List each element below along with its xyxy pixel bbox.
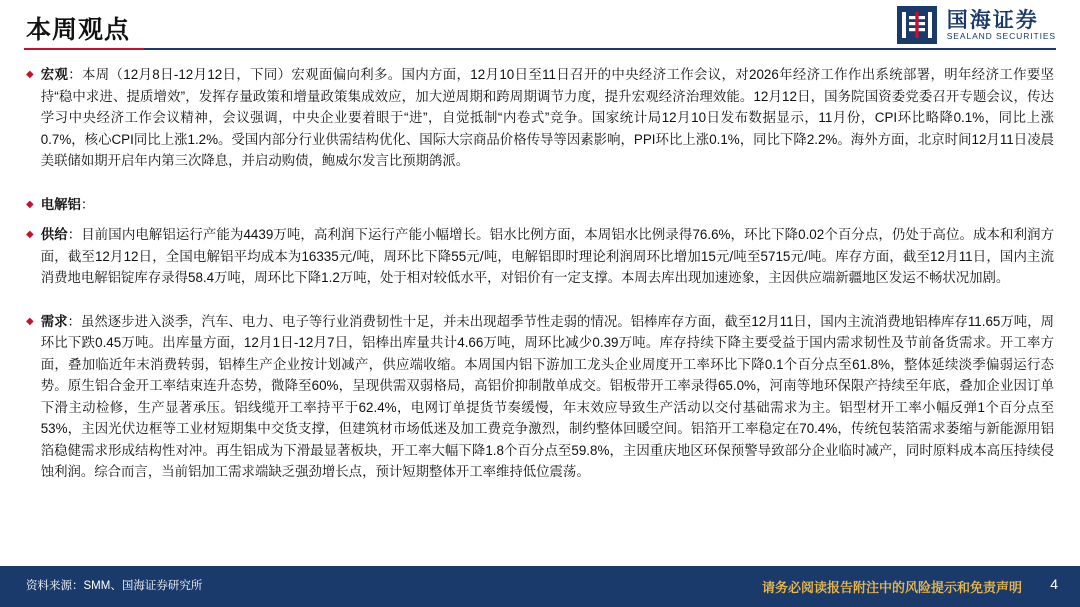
logo-company-name-cn: 国海证券 — [946, 8, 1039, 32]
spacer — [26, 181, 1054, 194]
slide-footer — [0, 566, 1080, 607]
paragraph-body: ：虽然逐步进入淡季，汽车、电力、电子等行业消费韧性十足，并未出现超季节性走弱的情况。铝棒库存方面，截至12月11日，国内主流消费地铝棒库存11.65万吨，周环比下跌0.45万吨。出库量方面，12月1日-12月7日，铝棒出库量共计4.66万吨，周环比减少0.39万吨。库存持续下降主要受益于国内需求韧性及节前备货需求。开工率方面，叠加临近年末消费转弱，铝棒生产企业按计划减产，供应端收缩。本周国内铝下游加工龙头企业周度开工率环比下降0.1个百分点至61.8%，整体延续淡季偏弱运行态势。原生铝合金开工率结束连升态势，微降至60%，呈现供需双弱格局，高铝价抑制散单成交。铝板带开工率录得65.0%，河南等地环保限产持续至年底，叠加企业因订单下滑主动检修，生产显著承压。铝线缆开工率持平于62.4%，电网订单提货节奏缓慢，年末效应导致生产活动以交付基础需求为主。铝型材开工率小幅反弹1个百分点至53%，主因光伏边框等工业材短期集中交货支撑，但建筑材市场低迷及加工费竞争激烈，制约整体回暖空间。铝箔开工率稳定在70.4%，传统包装箔需求萎缩与新能源用铝箔稳健需求形成结构性对冲。再生铝成为下滑最显著板块，开工率大幅下降1.8个百分点至59.8%，主因重庆地区环保预警导致部分企业临时减产，同时原料成本高压持续侵蚀利润。综合而言，当前铝加工需求端缺乏强劲增长点，预计短期整体开工率维持低位震荡。 — [40, 313, 1055, 479]
disclaimer-note: 请务必阅读报告附注中的风险提示和免责声明 — [761, 580, 1022, 595]
diamond-bullet-icon: ◆ — [26, 198, 34, 210]
paragraph-body: ：本周（12月8日-12月12日，下同）宏观面偏向利多。国内方面，12月10日至11日召开的中央经济工作会议，对2026年经济工作作出系统部署，明年经济工作要坚持“稳中求进、提质增效”，发挥存量政策和增量政策集成效应，加大逆周期和跨周期调节力度，提升宏观经济治理效能。12月12日，国务院国资委党委召开专题会议，传达学习中央经济工作会议精神，会议强调，中央企业要着眼于“进”，自觉抵制“内卷式”竞争。国家统计局12月10日发布数据显示，11月份，CPI环比略降0.1%，同比上涨0.7%，核心CPI同比上涨1.2%。受国内部分行业供需结构优化、国际大宗商品价格传导等因素影响，PPI环比上涨0.1%，同比下降2.2%。海外方面，北京时间12月11日凌晨美联储如期开启年内第三次降息，并启动购债，鲍威尔发言比预期鸽派。 — [40, 67, 1054, 168]
page-number: 4 — [1050, 576, 1058, 592]
paragraph-macro — [26, 64, 1054, 172]
paragraph-body: ：目前国内电解铝运行产能为4439万吨，高利润下运行产能小幅增长。铝水比例方面，本周铝水比例录得76.6%，环比下降0.02个百分点，仍处于高位。成本和利润方面，截至12月12日，全国电解铝平均成本为16335元/吨，周环比下降55元/吨，电解铝即时理论利润周环比增加15元/吨至5715元/吨。库存方面，截至12月11日，国内主流消费地电解铝锭库存录得58.4万吨，周环比下降1.2万吨，处于相对较低水平，对铝价有一定支撑。本周去库出现加速迹象，主因供应端新疆地区发运不畅状况加剧。 — [40, 227, 1054, 285]
slide-header — [0, 0, 1080, 58]
source-note: 资料来源：SMM、国海证券研究所 — [26, 580, 203, 592]
paragraph-lead: 宏观 — [40, 67, 69, 82]
company-logo — [897, 6, 1056, 44]
paragraph-aluminum-heading — [26, 194, 1054, 216]
paragraph-lead: 供给 — [40, 227, 68, 242]
paragraph-lead: 电解铝 — [40, 196, 81, 212]
logo-text — [947, 10, 1056, 41]
paragraph-text — [41, 311, 1054, 483]
paragraph-text — [41, 64, 1054, 172]
page-title: 本周观点 — [26, 16, 131, 44]
paragraph-demand — [26, 311, 1054, 483]
diamond-bullet-icon: ◆ — [26, 315, 34, 327]
paragraph-supply — [26, 224, 1054, 289]
paragraph-text — [41, 224, 1054, 289]
spacer — [26, 298, 1054, 311]
paragraph-lead: 需求 — [40, 313, 68, 329]
paragraph-text — [41, 194, 1054, 216]
logo-mark-icon — [897, 6, 937, 44]
diamond-bullet-icon: ◆ — [26, 69, 34, 80]
logo-company-name-en: SEALAND SECURITIES — [946, 30, 1056, 41]
header-divider-accent — [24, 48, 144, 50]
diamond-bullet-icon: ◆ — [26, 229, 34, 240]
slide-body — [0, 58, 1080, 566]
paragraph-body: ： — [80, 196, 95, 212]
header-divider — [24, 48, 1056, 50]
